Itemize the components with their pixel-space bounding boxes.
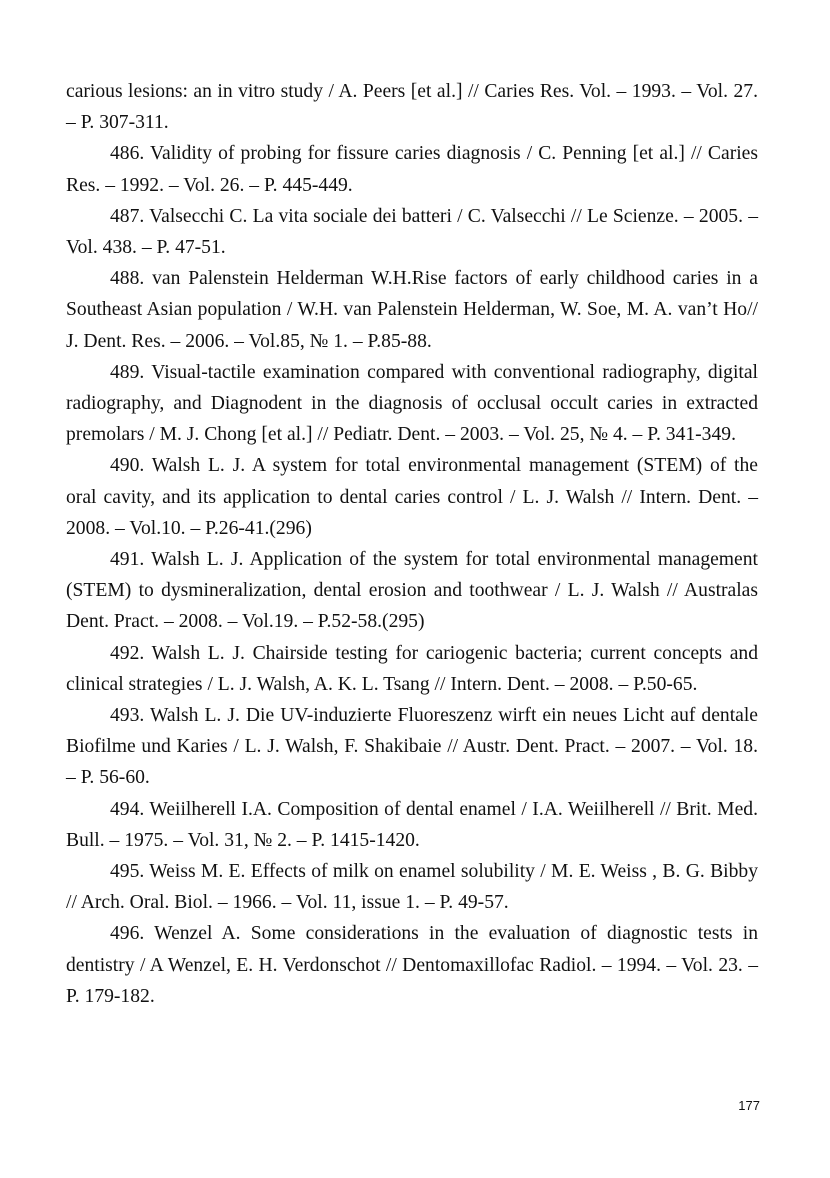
reference-489: 489. Visual-tactile examination compared with conventional radiography, digital radiography, and Diagnodent in the diagnosis of occlusal occult caries in extracted premolars / M. J. Chong [et al.] // Pediatr. Dent. – 2003. – Vol. 25, № 4. – P. 341-349. [66, 361, 758, 446]
reference-list [66, 76, 758, 1012]
reference-496: 496. Wenzel A. Some considerations in the evaluation of diagnostic tests in dentistry / A Wenzel, E. H. Verdonschot // Dentomaxillofac Radiol. – 1994. – Vol. 23. – P. 179-182. [66, 923, 758, 1007]
reference-486: 486. Validity of probing for fissure caries diagnosis / C. Penning [et al.] // Caries Res. – 1992. – Vol. 26. – P. 445-449. [66, 143, 758, 196]
page-number: 177 [738, 1098, 760, 1113]
reference-continuation: carious lesions: an in vitro study / A. Peers [et al.] // Caries Res. Vol. – 1993. – Vol. 27. – P. 307-311. [66, 81, 758, 134]
reference-495: 495. Weiss M. E. Effects of milk on enamel solubility / M. E. Weiss , B. G. Bibby // Arch. Oral. Biol. – 1966. – Vol. 11, issue 1. – P. 49-57. [66, 861, 758, 914]
reference-487: 487. Valsecchi C. La vita sociale dei batteri / C. Valsecchi // Le Scienze. – 2005. – Vol. 438. – P. 47-51. [66, 205, 758, 259]
reference-492: 492. Walsh L. J. Chairside testing for cariogenic bacteria; current concepts and clinical strategies / L. J. Walsh, A. K. L. Tsang // Intern. Dent. – 2008. – P.50-65. [66, 642, 758, 695]
reference-490: 490. Walsh L. J. A system for total environmental management (STEM) of the oral cavity, and its application to dental caries control / L. J. Walsh // Intern. Dent. – 2008. – Vol.10. – P.26-41.(296) [66, 455, 758, 539]
reference-494: 494. Weiilherell I.A. Composition of dental enamel / I.A. Weiilherell // Brit. Med. Bull. – 1975. – Vol. 31, № 2. – P. 1415-1420. [66, 798, 758, 851]
reference-488: 488. van Palenstein Helderman W.H.Rise factors of early childhood caries in a Southeast Asian population / W.H. van Palenstein Helderman, W. Soe, M. A. van’t Ho// J. Dent. Res. – 2006. – Vol.85, № 1. – P.85-88. [66, 268, 758, 352]
reference-491: 491. Walsh L. J. Application of the system for total environmental management (STEM) to dysmineralization, dental erosion and toothwear / L. J. Walsh // Australas Dent. Pract. – 2008. – Vol.19. – P.52-58.(295) [66, 549, 758, 633]
reference-493: 493. Walsh L. J. Die UV-induzierte Fluoreszenz wirft ein neues Licht auf dentale Biofilme und Karies / L. J. Walsh, F. Shakibaie // Austr. Dent. Pract. – 2007. – Vol. 18. – P. 56-60. [66, 705, 758, 789]
